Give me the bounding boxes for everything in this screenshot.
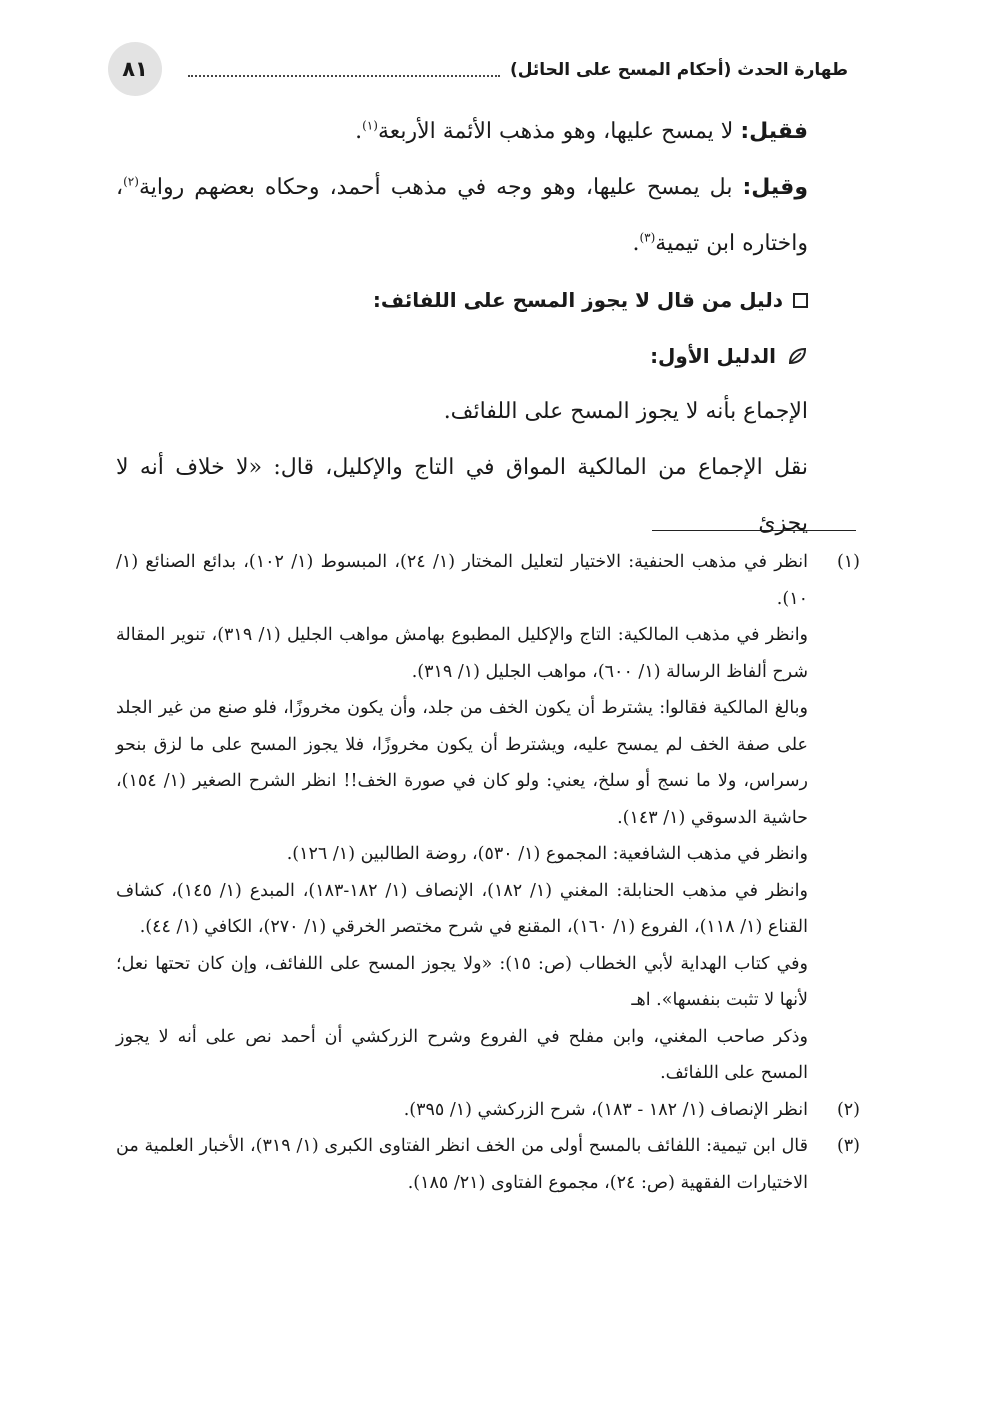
footnote-number: (١) [836,552,860,572]
paragraph-first-opinion: فقيل: لا يمسح عليها، وهو مذهب الأئمة الأربعة$^{(١)}$. [355,118,808,144]
paragraph-quote: نقل الإجماع من المالكية المواق في التاج والإكليل، قال: «لا خلاف أنه لا يجزئ [116,455,808,536]
footnote-body: قال ابن تيمية: اللفائف بالمسح أولى من الخف انظر الفتاوى الكبرى (١/ ٣١٩)، الأخبار العلمية من الاختيارات الفقهية (ص: ٢٤)، مجموع الفتاوى (٢١/ ١٨٥). [116,1136,808,1193]
dotted-leader [188,63,500,77]
page-number: ٨١ [108,42,162,96]
footnote-body: انظر في مذهب الحنفية: الاختيار لتعليل المختار (١/ ٢٤)، المبسوط (١/ ١٠٢)، بدائع الصنائع (١/ ١٠). وانظر في مذهب المالكية: التاج والإكليل المطبوع بهامش مواهب الجليل (١/ ٣١٩)، تنوير المقالة شرح ألفاظ الرسالة (١/ ٦٠٠)، مواهب الجليل (١/ ٣١٩). وبالغ المالكية فقالوا: يشترط أن يكون الخف من جلد، وأن يكون مخروزًا، فلو صنع من غير الجلد على صفة الخف لم يمسح عليه، ويشترط أن يكون مخروزًا، فلا يجوز المسح على ما لزق بنحو رسراس، ولا ما نسج أو سلخ، يعني: ولو كان في صورة الخف!! انظر الشرح الصغير (١/ ١٥٤)، حاشية الدسوقي (١/ ١٤٣). وانظر في مذهب الشافعية: المجموع (١/ ٥٣٠)، روضة الطالبين (١/ ١٢٦). وانظر في مذهب الحنابلة: المغني (١/ ١٨٢)، الإنصاف (١/ ١٨٢-١٨٣)، المبدع (١/ ١٤٥)، كشاف القناع (١/ ١١٨)، الفروع (١/ ١٦٠)، المقنع في شرح مختصر الخرقي (١/ ٢٧٠)، الكافي (١/ ٤٤). وفي كتاب الهداية لأبي الخطاب (ص: ١٥): «ولا يجوز المسح على اللفائف، وإن كان تحتها نعل؛ لأنها لا تثبت بنفسها». اهـ وذكر صاحب المغني، وابن مفلح في الفروع وشرح الزركشي أن أحمد نص على أنه لا يجوز المسح على اللفائف. [116,552,809,1083]
opinion-label: فقيل: [740,119,808,144]
paragraph-consensus: الإجماع بأنه لا يجوز المسح على اللفائف. [443,399,808,424]
running-title [178,56,848,84]
footnote-number: (٣) [836,1136,860,1156]
opinion-label: وقيل: [742,175,808,200]
footnote-2 [116,1092,860,1129]
main-text [116,104,808,552]
footnote-separator [652,530,856,531]
footnotes [116,544,860,1201]
footnote-body: انظر الإنصاف (١/ ١٨٢ - ١٨٣)، شرح الزركشي (١/ ٣٩٥). [403,1099,808,1120]
paragraph-second-opinion: وقيل: بل يمسح عليها، وهو وجه في مذهب أحمد، وحكاه بعضهم رواية$^{(٢)}$، واختاره ابن تيمية$^{(٣)}$. [116,174,808,256]
footnote-1 [116,544,860,1092]
footnote-3 [116,1128,860,1201]
footnote-number: (٢) [836,1099,860,1120]
running-title-text: طهارة الحدث (أحكام المسح على الحائل) [509,60,848,80]
checkbox-bullet-icon [793,293,808,308]
page-header [108,42,848,98]
footnote-ref[interactable]: (٢) [123,174,139,189]
proof-heading: الدليل الأول: [116,328,808,384]
footnote-ref[interactable]: (١) [362,118,378,133]
leaf-bullet-icon [786,345,808,367]
footnote-ref[interactable]: (٣) [639,230,656,245]
section-heading: دليل من قال لا يجوز المسح على اللفائف: [116,272,808,328]
